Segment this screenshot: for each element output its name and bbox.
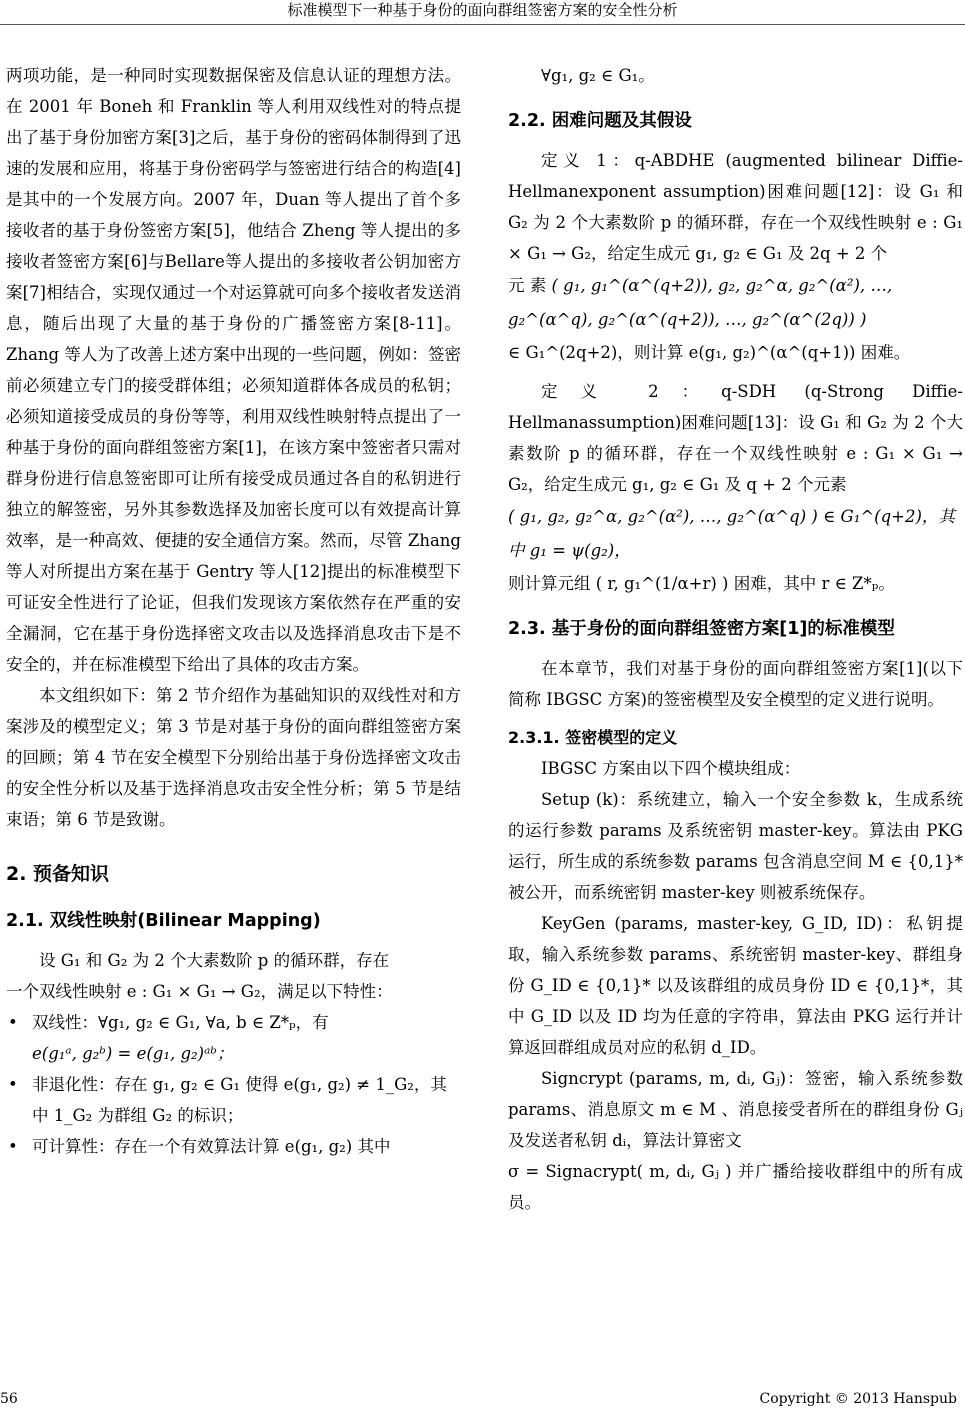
bullet-icon: • [8, 1137, 18, 1156]
definition-2-formula: ( g₁, g₂, g₂^α, g₂^(α²), …, g₂^(α^q) ) ∈ G₁^(q+2)，其中 g₁ = ψ(g₂)， [508, 507, 955, 560]
organization-paragraph: 本文组织如下：第 2 节介绍作为基础知识的双线性对和方案涉及的模型定义；第 3 节是对基于身份的面向群组签密方案的回顾；第 4 节在安全模型下分别给出基于身份选择密文攻击的安全性分析以及基于选择消息攻击安全性分析；第 5 节是结束语；第 6 节是致谢。 [6, 686, 461, 829]
properties-list [6, 1007, 461, 1162]
bilinear-def-line: 设 G₁ 和 G₂ 为 2 个大素数阶 p 的循环群，存在 [39, 951, 390, 970]
section-heading-preliminaries: 2. 预备知识 [6, 863, 110, 885]
intro-paragraph: 两项功能，是一种同时实现数据保密及信息认证的理想方法。在 2001 年 Boneh 和 Franklin 等人利用双线性对的特点提出了基于身份加密方案[3]之后，基于身份的密码体制得到了迅速的发展和应用，将基于身份密码学与签密进行结合的构造[4]是其中的一个发展方向。2007 年，Duan 等人提出了首个多接收者的基于身份签密方案[5]，他结合 Zheng 等人提出的多接收者签密方案[6]与Bellare等人提出的多接收者公钥加密方案[7]相结合，实现仅通过一个对运算就可向多个接收者发送消息，随后出现了大量的基于身份的广播签密方案[8-11]。Zhang 等人为了改善上述方案中出现的一些问题，例如：签密前必须建立专门的接受群体组；必须知道群体各成员的私钥；必须知道接受成员的身份等等，利用双线性映射特点提出了一种基于身份的面向群组签密方案[1]，在该方案中签密者只需对群身份进行信息签密即可让所有接受成员通过各自的私钥进行独立的解签密，另外其参数选择及加密长度可以有效提高计算效率，是一种高效、便捷的安全通信方案。然而，尽管 Zhang 等人对所提出方案在基于 Gentry 等人[12]提出的标准模型下可证安全性进行了论证，但我们发现该方案依然存在严重的安全漏洞，它在基于身份选择密文攻击以及选择消息攻击下是不安全的，并在标准模型下给出了具体的攻击方案。 [6, 66, 461, 674]
setup-description: Setup (k)：系统建立，输入一个安全参数 k，生成系统的运行参数 params 及系统密钥 master-key。算法由 PKG 运行，所生成的系统参数 params 包含消息空间 M ∈ {0,1}* 被公开，而系统密钥 master-key 则被系统保存。 [508, 790, 963, 902]
signcrypt-formula: σ = Signacrypt( m, dᵢ, Gⱼ ) 并广播给接收群组中的所有成员。 [508, 1162, 963, 1212]
bullet-icon: • [8, 1075, 18, 1094]
definition-1-conclusion: ∈ G₁^(2q+2)，则计算 e(g₁, g₂)^(α^(q+1)) 困难。 [508, 343, 911, 362]
subsubsection-heading-signcryption-model: 2.3.1. 签密模型的定义 [508, 728, 678, 747]
page-number: 56 [0, 1391, 18, 1407]
standard-model-intro: 在本章节，我们对基于身份的面向群组签密方案[1](以下简称 IBGSC 方案)的签密模型及安全模型的定义进行说明。 [508, 659, 963, 709]
definition-1-formula: 元 素 ( g₁, g₁^(α^(q+2)), g₂, g₂^α, g₂^(α²), …, g₂^(α^q), g₂^(α^(q+2)), …, g₂^(α^(2q)) ) [508, 276, 893, 329]
right-column [508, 60, 963, 1218]
definition-2: 定义 2：q-SDH (q-Strong Diffie-Hellmanassumption)困难问题[13]：设 G₁ 和 G₂ 为 2 个大素数阶 p 的循环群，存在一个双线性映射 e : G₁ × G₁ → G₂，给定生成元 g₁, g₂ ∈ G₁ 及 q + 2 个元素 [508, 382, 963, 494]
definition-2-conclusion: 则计算元组 ( r, g₁^(1/α+r) ) 困难，其中 r ∈ Z*ₚ。 [508, 574, 895, 593]
subsection-heading-bilinear: 2.1. 双线性映射(Bilinear Mapping) [6, 911, 321, 931]
list-item-computability: • 可计算性：存在一个有效算法计算 e(g₁, g₂) 其中 [6, 1131, 461, 1162]
list-item-nondegeneracy: • 非退化性：存在 g₁, g₂ ∈ G₁ 使得 e(g₁, g₂) ≠ 1_G₂，其 [6, 1069, 461, 1100]
bilinear-def-line-2: 一个双线性映射 e : G₁ × G₁ → G₂，满足以下特性： [6, 982, 393, 1001]
computability-cont: ∀g₁, g₂ ∈ G₁。 [541, 66, 655, 85]
modules-intro: IBGSC 方案由以下四个模块组成： [541, 759, 801, 778]
keygen-description: KeyGen (params, master-key, G_ID, ID)：私钥提取，输入系统参数 params、系统密钥 master-key、群组身份 G_ID ∈ {0,1}* 以及该群组的成员身份 ID ∈ {0,1}*，其中 G_ID 以及 ID 均为任意的字符串，算法由 PKG 运行并计算返回群组成员对应的私钥 d_ID。 [508, 914, 963, 1057]
subsection-heading-standard-model: 2.3. 基于身份的面向群组签密方案[1]的标准模型 [508, 619, 895, 639]
copyright-notice: Copyright © 2013 Hanspub [759, 1391, 957, 1407]
list-item-bilinearity: • 双线性：∀g₁, g₂ ∈ G₁, ∀a, b ∈ Z*ₚ，有 [6, 1007, 461, 1038]
list-item-bilinearity-formula: e(g₁ᵃ, g₂ᵇ) = e(g₁, g₂)ᵃᵇ； [32, 1044, 234, 1063]
definition-1: 定义 1：q-ABDHE (augmented bilinear Diffie-Hellmanexponent assumption)困难问题[12]：设 G₁ 和 G₂ 为 2 个大素数阶 p 的循环群，存在一个双线性映射 e : G₁ × G₁ → G₂，给定生成元 g₁, g₂ ∈ G₁ 及 2q + 2 个 [508, 151, 963, 263]
bullet-icon: • [8, 1013, 18, 1032]
header-rule [0, 24, 965, 25]
subsection-heading-hard-problems: 2.2. 困难问题及其假设 [508, 111, 692, 131]
running-header: 标准模型下一种基于身份的面向群组签密方案的安全性分析 [287, 1, 678, 19]
left-column [6, 60, 461, 1162]
list-item-nondegeneracy-cont: 中 1_G₂ 为群组 G₂ 的标识； [32, 1106, 244, 1125]
signcrypt-description: Signcrypt (params, m, dᵢ, Gⱼ)：签密，输入系统参数 params、消息原文 m ∈ M 、消息接受者所在的群组身份 Gⱼ 及发送者私钥 dᵢ，算法计算密文 [508, 1069, 963, 1150]
